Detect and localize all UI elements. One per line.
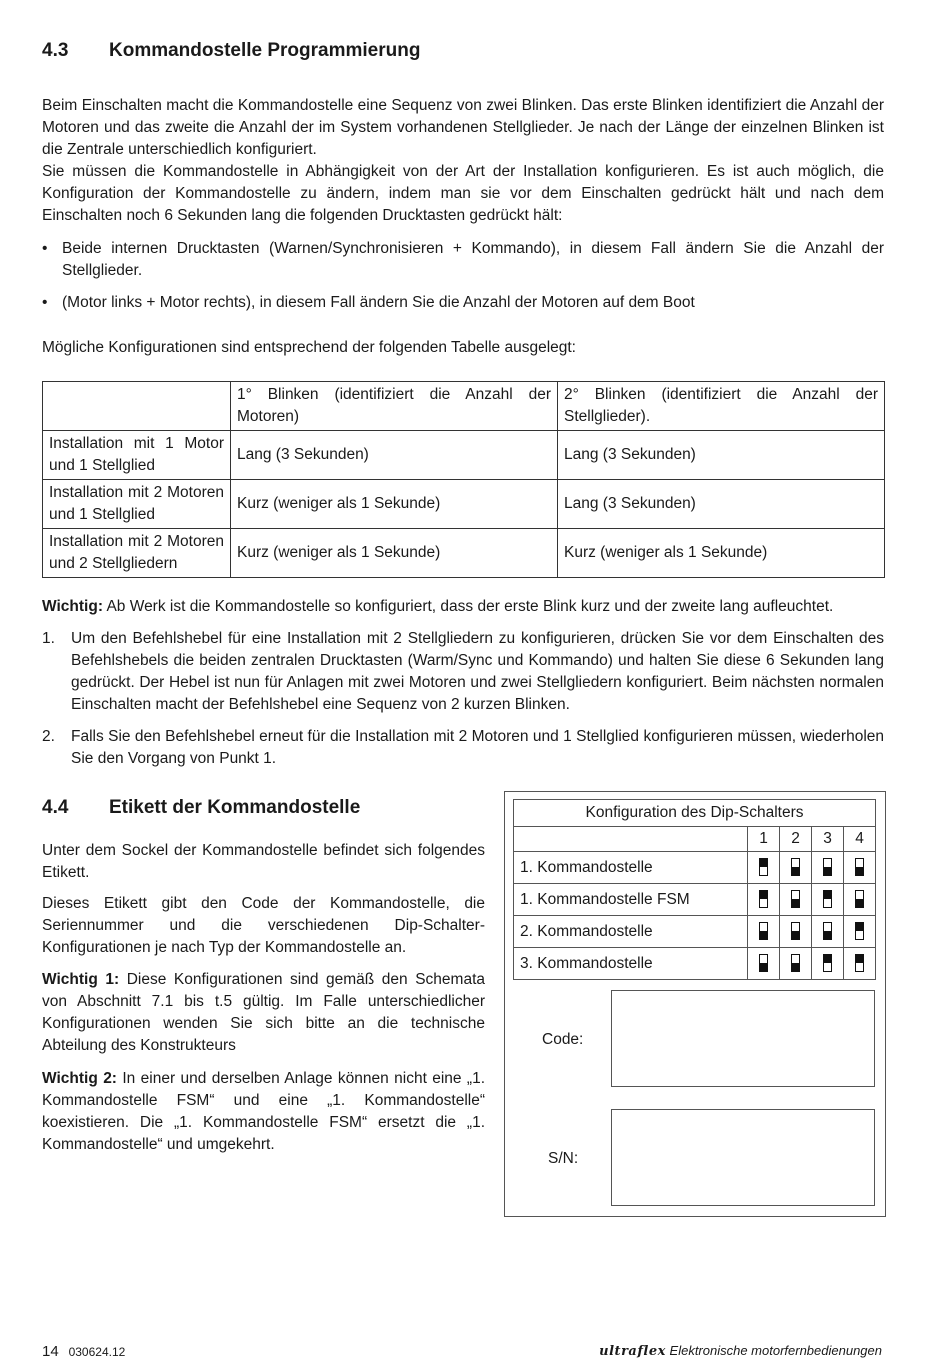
dip-switch-cell <box>780 948 812 980</box>
dip-switch-cell <box>748 916 780 948</box>
dip-row-name: 1. Kommandostelle FSM <box>514 884 748 916</box>
code-label: Code: <box>542 1031 584 1048</box>
dip-number-spacer <box>514 827 748 852</box>
dip-row <box>514 884 876 916</box>
table-intro: Mögliche Konfigurationen sind entsprechend der folgenden Tabelle ausgelegt: <box>42 339 576 356</box>
dip-row <box>514 916 876 948</box>
dip-switch-knob <box>824 955 831 963</box>
table-cell: Lang (3 Sekunden) <box>558 431 885 480</box>
dip-switch-knob <box>856 955 863 963</box>
label-paragraph-2: Dieses Etikett gibt den Code der Kommandostelle, die Seriennummer und die verschiedenen Dip-Schalter-Konfigurationen je nach Typ der Kommandostelle an. <box>42 895 485 956</box>
dip-switch-knob <box>792 899 799 907</box>
important-note-2 <box>42 1068 485 1156</box>
dip-switch-icon <box>791 858 800 876</box>
dip-switch-icon <box>855 922 864 940</box>
dip-switch-cell <box>844 948 876 980</box>
section-number: 4.4 <box>42 797 69 818</box>
bullet-marker: • <box>42 294 48 311</box>
dip-switch-knob <box>824 931 831 939</box>
table-row <box>43 431 885 480</box>
intro-paragraph-1: Beim Einschalten macht die Kommandostelle eine Sequenz von zwei Blinken. Das erste Blinken identifiziert die Anzahl der Motoren und das zweite die Anzahl der im System vorhandenen Stellglieder. Je nach der Länge der einzelnen Blinken ist die Zentrale unterschiedlich konfiguriert. <box>42 97 884 158</box>
dip-switch-cell <box>812 884 844 916</box>
note-label: Wichtig 1: <box>42 971 120 988</box>
dip-switch-knob <box>792 867 799 875</box>
dip-switch-icon <box>759 922 768 940</box>
brand-logo: ultraflex <box>599 1344 666 1359</box>
factory-note <box>42 596 884 618</box>
dip-switch-icon <box>855 890 864 908</box>
dip-switch-icon <box>759 954 768 972</box>
dip-switch-icon <box>759 890 768 908</box>
serial-number-field <box>611 1109 875 1206</box>
dip-switch-knob <box>760 931 767 939</box>
dip-switch-cell <box>844 916 876 948</box>
dip-row-name: 3. Kommandostelle <box>514 948 748 980</box>
dip-switch-knob <box>856 923 863 931</box>
dip-row-name: 1. Kommandostelle <box>514 852 748 884</box>
section-title: Etikett der Kommandostelle <box>109 797 361 818</box>
section-heading-4-3 <box>42 39 420 63</box>
step-item <box>42 726 884 770</box>
dip-switch-icon <box>791 890 800 908</box>
table-cell: Installation mit 2 Motoren und 2 Stellgliedern <box>43 529 231 578</box>
dip-switch-cell <box>812 916 844 948</box>
dip-row <box>514 852 876 884</box>
note-text: Ab Werk ist die Kommandostelle so konfiguriert, dass der erste Blink kurz und der zweite lang aufleuchtet. <box>103 598 834 615</box>
footer-right <box>599 1340 882 1363</box>
dip-switch-icon <box>823 922 832 940</box>
bullet-marker: • <box>42 240 48 257</box>
code-field <box>611 990 875 1087</box>
section-heading-4-4 <box>42 796 360 820</box>
dip-switch-knob <box>856 867 863 875</box>
step-text: Um den Befehlshebel für eine Installation mit 2 Stellgliedern zu konfigurieren, drücken Sie vor dem Einschalten des Befehlshebels die beiden zentralen Drucktasten (Warm/Sync und Kommando) und halten Sie diese 6 Sekunden lang gedrückt. Der Hebel ist nun für Anlagen mit zwei Motoren und zwei Stellgliedern konfiguriert. Beim nächsten normalen Einschalten macht der Befehlshebel eine Sequenz von 2 kurzen Blinken. <box>71 630 884 713</box>
intro-paragraph-2: Sie müssen die Kommandostelle in Abhängigkeit von der Art der Installation konfigurieren. Es ist auch möglich, die Konfiguration der Kommandostelle zu ändern, indem man sie vor dem Einschalten gedrückt hält und nach dem Einschalten noch 6 Sekunden lang die folgenden Drucktasten gedrückt hält: <box>42 163 884 224</box>
dip-switch-knob <box>824 891 831 899</box>
bullet-item <box>42 292 884 314</box>
dip-switch-icon <box>823 890 832 908</box>
page-number: 14 <box>42 1343 59 1360</box>
dip-switch-table <box>513 799 876 980</box>
step-text: Falls Sie den Befehlshebel erneut für die Installation mit 2 Motoren und 1 Stellglied konfigurieren müssen, wiederholen Sie den Vorgang von Punkt 1. <box>71 728 884 767</box>
dip-switch-cell <box>748 852 780 884</box>
dip-switch-knob <box>792 963 799 971</box>
table-header-cell: 2° Blinken (identifiziert die Anzahl der Stellglieder). <box>558 382 885 431</box>
table-cell: Kurz (weniger als 1 Sekunde) <box>558 529 885 578</box>
table-row <box>43 480 885 529</box>
footer-tagline: Elektronische motorfernbedienungen <box>669 1343 882 1358</box>
dip-switch-icon <box>855 858 864 876</box>
section-title: Kommandostelle Programmierung <box>109 40 421 61</box>
bullet-item <box>42 238 884 282</box>
note-text: Diese Konfigurationen sind gemäß den Schemata von Abschnitt 7.1 bis t.5 gültig. Im Falle unterschiedlicher Konfigurationen wenden Sie sich bitte an die technische Abteilung des Konstrukteurs <box>42 971 485 1054</box>
dip-switch-icon <box>791 954 800 972</box>
dip-switch-knob <box>856 899 863 907</box>
step-number: 1. <box>42 630 55 647</box>
dip-switch-knob <box>760 963 767 971</box>
note-label: Wichtig: <box>42 598 103 615</box>
dip-row <box>514 948 876 980</box>
dip-switch-cell <box>780 852 812 884</box>
table-row <box>43 529 885 578</box>
step-number: 2. <box>42 728 55 745</box>
table-header-cell <box>43 382 231 431</box>
table-cell: Kurz (weniger als 1 Sekunde) <box>231 529 558 578</box>
dip-switch-cell <box>844 852 876 884</box>
dip-number: 1 <box>748 827 780 852</box>
table-header-cell: 1° Blinken (identifiziert die Anzahl der Motoren) <box>231 382 558 431</box>
dip-title: Konfiguration des Dip-Schalters <box>514 800 876 827</box>
table-cell: Installation mit 2 Motoren und 1 Stellglied <box>43 480 231 529</box>
dip-switch-cell <box>780 916 812 948</box>
dip-title-row <box>514 800 876 827</box>
dip-switch-icon <box>855 954 864 972</box>
dip-switch-knob <box>792 931 799 939</box>
footer-left <box>42 1340 125 1363</box>
dip-switch-icon <box>823 954 832 972</box>
dip-switch-cell <box>812 948 844 980</box>
serial-number-label: S/N: <box>548 1150 579 1167</box>
important-note-1 <box>42 969 485 1057</box>
dip-rows <box>514 852 876 980</box>
dip-switch-icon <box>823 858 832 876</box>
config-table <box>42 381 885 578</box>
dip-switch-knob <box>760 859 767 867</box>
dip-switch-cell <box>748 948 780 980</box>
bullet-text: Beide internen Drucktasten (Warnen/Synchronisieren + Kommando), in diesem Fall ändern Sie die Anzahl der Stellglieder. <box>62 240 884 279</box>
table-header-row <box>43 382 885 431</box>
dip-number: 3 <box>812 827 844 852</box>
dip-switch-icon <box>791 922 800 940</box>
dip-switch-cell <box>748 884 780 916</box>
dip-switch-cell <box>844 884 876 916</box>
dip-switch-cell <box>812 852 844 884</box>
table-cell: Kurz (weniger als 1 Sekunde) <box>231 480 558 529</box>
dip-number: 4 <box>844 827 876 852</box>
table-cell: Lang (3 Sekunden) <box>558 480 885 529</box>
dip-row-name: 2. Kommandostelle <box>514 916 748 948</box>
table-cell: Lang (3 Sekunden) <box>231 431 558 480</box>
dip-switch-icon <box>759 858 768 876</box>
step-item <box>42 628 884 716</box>
dip-switch-knob <box>824 867 831 875</box>
note-label: Wichtig 2: <box>42 1070 117 1087</box>
table-cell: Installation mit 1 Motor und 1 Stellglied <box>43 431 231 480</box>
note-text: In einer und derselben Anlage können nicht eine „1. Kommandostelle FSM“ und eine „1. Kommandostelle“ koexistieren. Die „1. Kommandostelle FSM“ ersetzt die „1. Kommandostelle“ und umgekehrt. <box>42 1070 486 1153</box>
dip-switch-knob <box>760 891 767 899</box>
label-paragraph-1: Unter dem Sockel der Kommandostelle befindet sich folgendes Etikett. <box>42 842 485 881</box>
dip-number: 2 <box>780 827 812 852</box>
controller-label <box>504 791 886 1217</box>
section-number: 4.3 <box>42 40 69 61</box>
dip-switch-cell <box>780 884 812 916</box>
doc-code: 030624.12 <box>68 1345 126 1359</box>
dip-number-row <box>514 827 876 852</box>
bullet-text: (Motor links + Motor rechts), in diesem Fall ändern Sie die Anzahl der Motoren auf dem Boot <box>62 294 695 311</box>
